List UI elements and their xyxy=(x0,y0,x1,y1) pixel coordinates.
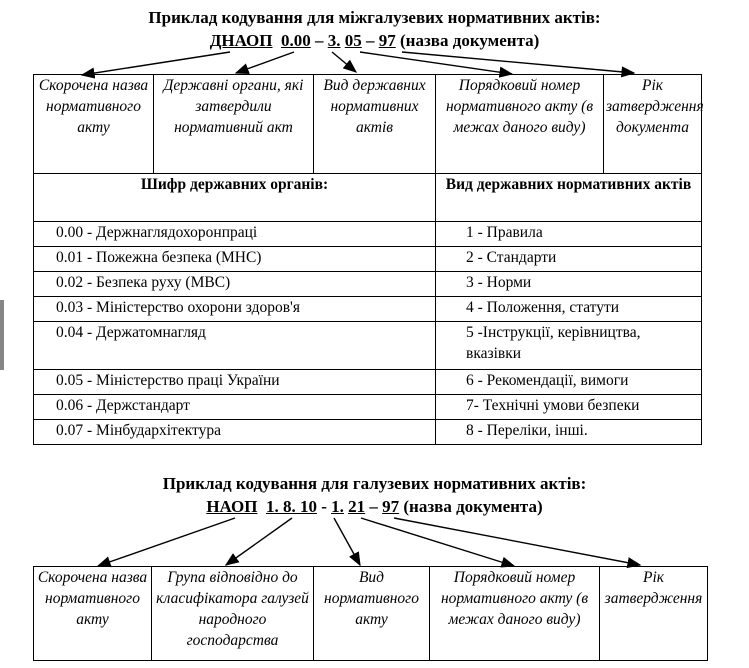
organs-header: Шифр державних органів: xyxy=(34,174,436,222)
arrow-abbrev xyxy=(98,518,235,566)
organ-cell: 0.03 - Міністерство охорони здоров'я xyxy=(34,297,436,322)
arrow-type xyxy=(334,518,360,565)
col-year: Рік затвердження документа xyxy=(604,75,702,174)
table-row xyxy=(34,370,702,395)
code-year: 97 xyxy=(378,31,396,50)
table-row xyxy=(34,395,702,420)
code-number: 05 xyxy=(344,31,362,50)
type-cell: 5 -Інструкції, керівництва, вказівки xyxy=(436,322,702,370)
type-cell: 6 - Рекомендації, вимоги xyxy=(436,370,702,395)
table-row xyxy=(34,75,702,174)
organ-cell: 0.07 - Мінбудархітектура xyxy=(34,420,436,445)
code-note: (назва документа) xyxy=(395,31,540,50)
col-group: Група відповідно до класифікатора галузей народного господарства xyxy=(152,567,314,661)
section1-table xyxy=(33,74,702,174)
code-organ: 0.00 xyxy=(281,31,311,50)
arrows-section2 xyxy=(98,518,640,566)
type-cell: 7- Технічні умови безпеки xyxy=(436,395,702,420)
organ-cell: 0.04 - Держатомнагляд xyxy=(34,322,436,370)
table-row xyxy=(34,297,702,322)
col-type: Вид нормативного акту xyxy=(314,567,430,661)
organ-cell: 0.01 - Пожежна безпека (МНС) xyxy=(34,247,436,272)
arrow-year xyxy=(394,518,640,565)
arrows-section1 xyxy=(82,52,634,75)
col-year: Рік затвердження xyxy=(600,567,708,661)
code-sep: – xyxy=(365,497,383,516)
code-group: 1. 8. 10 xyxy=(265,497,317,516)
type-cell: 3 - Норми xyxy=(436,272,702,297)
arrow-type xyxy=(332,52,356,72)
arrow-abbrev xyxy=(82,52,230,75)
col-number: Порядковий номер нормативного акту (в межах даного виду) xyxy=(430,567,600,661)
table-row xyxy=(34,567,708,661)
code-sep: - xyxy=(316,497,332,516)
code-note: (назва документа) xyxy=(399,497,543,516)
code-abbrev: ДНАОП xyxy=(209,31,273,50)
code-sep: – xyxy=(361,31,379,50)
table-row xyxy=(34,420,702,445)
arrow-number xyxy=(361,518,514,566)
table-row xyxy=(34,322,702,370)
col-abbrev: Скорочена назва нормативного акту xyxy=(34,75,154,174)
table-row xyxy=(34,222,702,247)
col-type: Вид державних нормативних актів xyxy=(314,75,436,174)
col-number: Порядковий номер нормативного акту (в межах даного виду) xyxy=(436,75,604,174)
type-cell: 2 - Стандарти xyxy=(436,247,702,272)
section1-title: Приклад кодування для міжгалузевих нормативних актів: xyxy=(148,8,601,27)
section2-title: Приклад кодування для галузевих нормативних актів: xyxy=(162,474,587,493)
arrow-group xyxy=(226,518,292,565)
organ-cell: 0.05 - Міністерство праці України xyxy=(34,370,436,395)
table-header-row xyxy=(34,174,702,222)
type-cell: 1 - Правила xyxy=(436,222,702,247)
table-row xyxy=(34,272,702,297)
code-type: 3. xyxy=(327,31,341,50)
code-year: 97 xyxy=(382,497,400,516)
code-sep: – xyxy=(310,31,328,50)
code-abbrev: НАОП xyxy=(206,497,258,516)
type-cell: 4 - Положення, статути xyxy=(436,297,702,322)
scan-edge-mark xyxy=(0,300,4,370)
arrow-organ xyxy=(236,52,294,73)
organ-cell: 0.06 - Держстандарт xyxy=(34,395,436,420)
section2-code xyxy=(0,497,749,517)
table-row xyxy=(34,247,702,272)
code-type: 1. xyxy=(331,497,344,516)
code-number: 21 xyxy=(348,497,366,516)
type-cell: 8 - Переліки, інші. xyxy=(436,420,702,445)
col-organ: Державні органи, які затвердили нормативний акт xyxy=(154,75,314,174)
types-header: Вид державних нормативних актів xyxy=(436,174,702,222)
codes-table xyxy=(33,173,702,445)
section2-table xyxy=(33,566,708,661)
organ-cell: 0.00 - Держнаглядохоронпраці xyxy=(34,222,436,247)
organ-cell: 0.02 - Безпека руху (МВС) xyxy=(34,272,436,297)
col-abbrev: Скорочена назва нормативного акту xyxy=(34,567,152,661)
